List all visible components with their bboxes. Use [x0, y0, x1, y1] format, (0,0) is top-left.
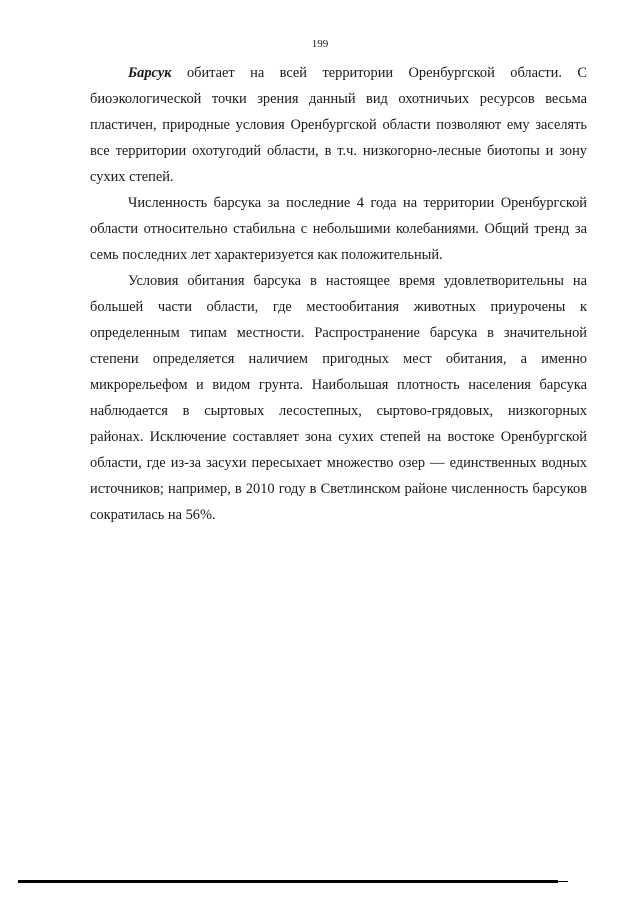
paragraph-population: Численность барсука за последние 4 года на территории Оренбургской области относительно стабильна с небольшими колебаниями. Общий тренд за семь последних лет характеризуется как положительный. — [90, 195, 587, 263]
bottom-rule — [18, 880, 558, 883]
page-number: 199 — [311, 38, 329, 50]
paragraph-habitat — [90, 60, 587, 190]
bottom-rule-tail — [558, 881, 568, 882]
paragraph-habitat-text: обитает на всей территории Оренбургской области. С биоэкологической точки зрения данный вид охотничьих ресурсов весьма пластичен, природные условия Оренбургской области позволяют ему заселять все территории охотугодий области, в т.ч. низкогорно-лесные биотопы и зону сухих степей. — [90, 65, 587, 185]
document-body — [90, 60, 587, 528]
species-term: Барсук — [128, 65, 172, 81]
paragraph-conditions: Условия обитания барсука в настоящее время удовлетворительны на большей части области, где местообитания животных приурочены к определенным типам местности. Распространение барсука в значительной степени определяется наличием пригодных мест обитания, а именно микрорельефом и видом грунта. Наибольшая плотность населения барсука наблюдается в сыртовых лесостепных, сыртово-грядовых, низкогорных районах. Исключение составляет зона сухих степей на востоке Оренбургской области, где из-за засухи пересыхает множество озер — единственных водных источников; например, в 2010 году в Светлинском районе численность барсуков сократилась на 56%. — [90, 273, 587, 523]
